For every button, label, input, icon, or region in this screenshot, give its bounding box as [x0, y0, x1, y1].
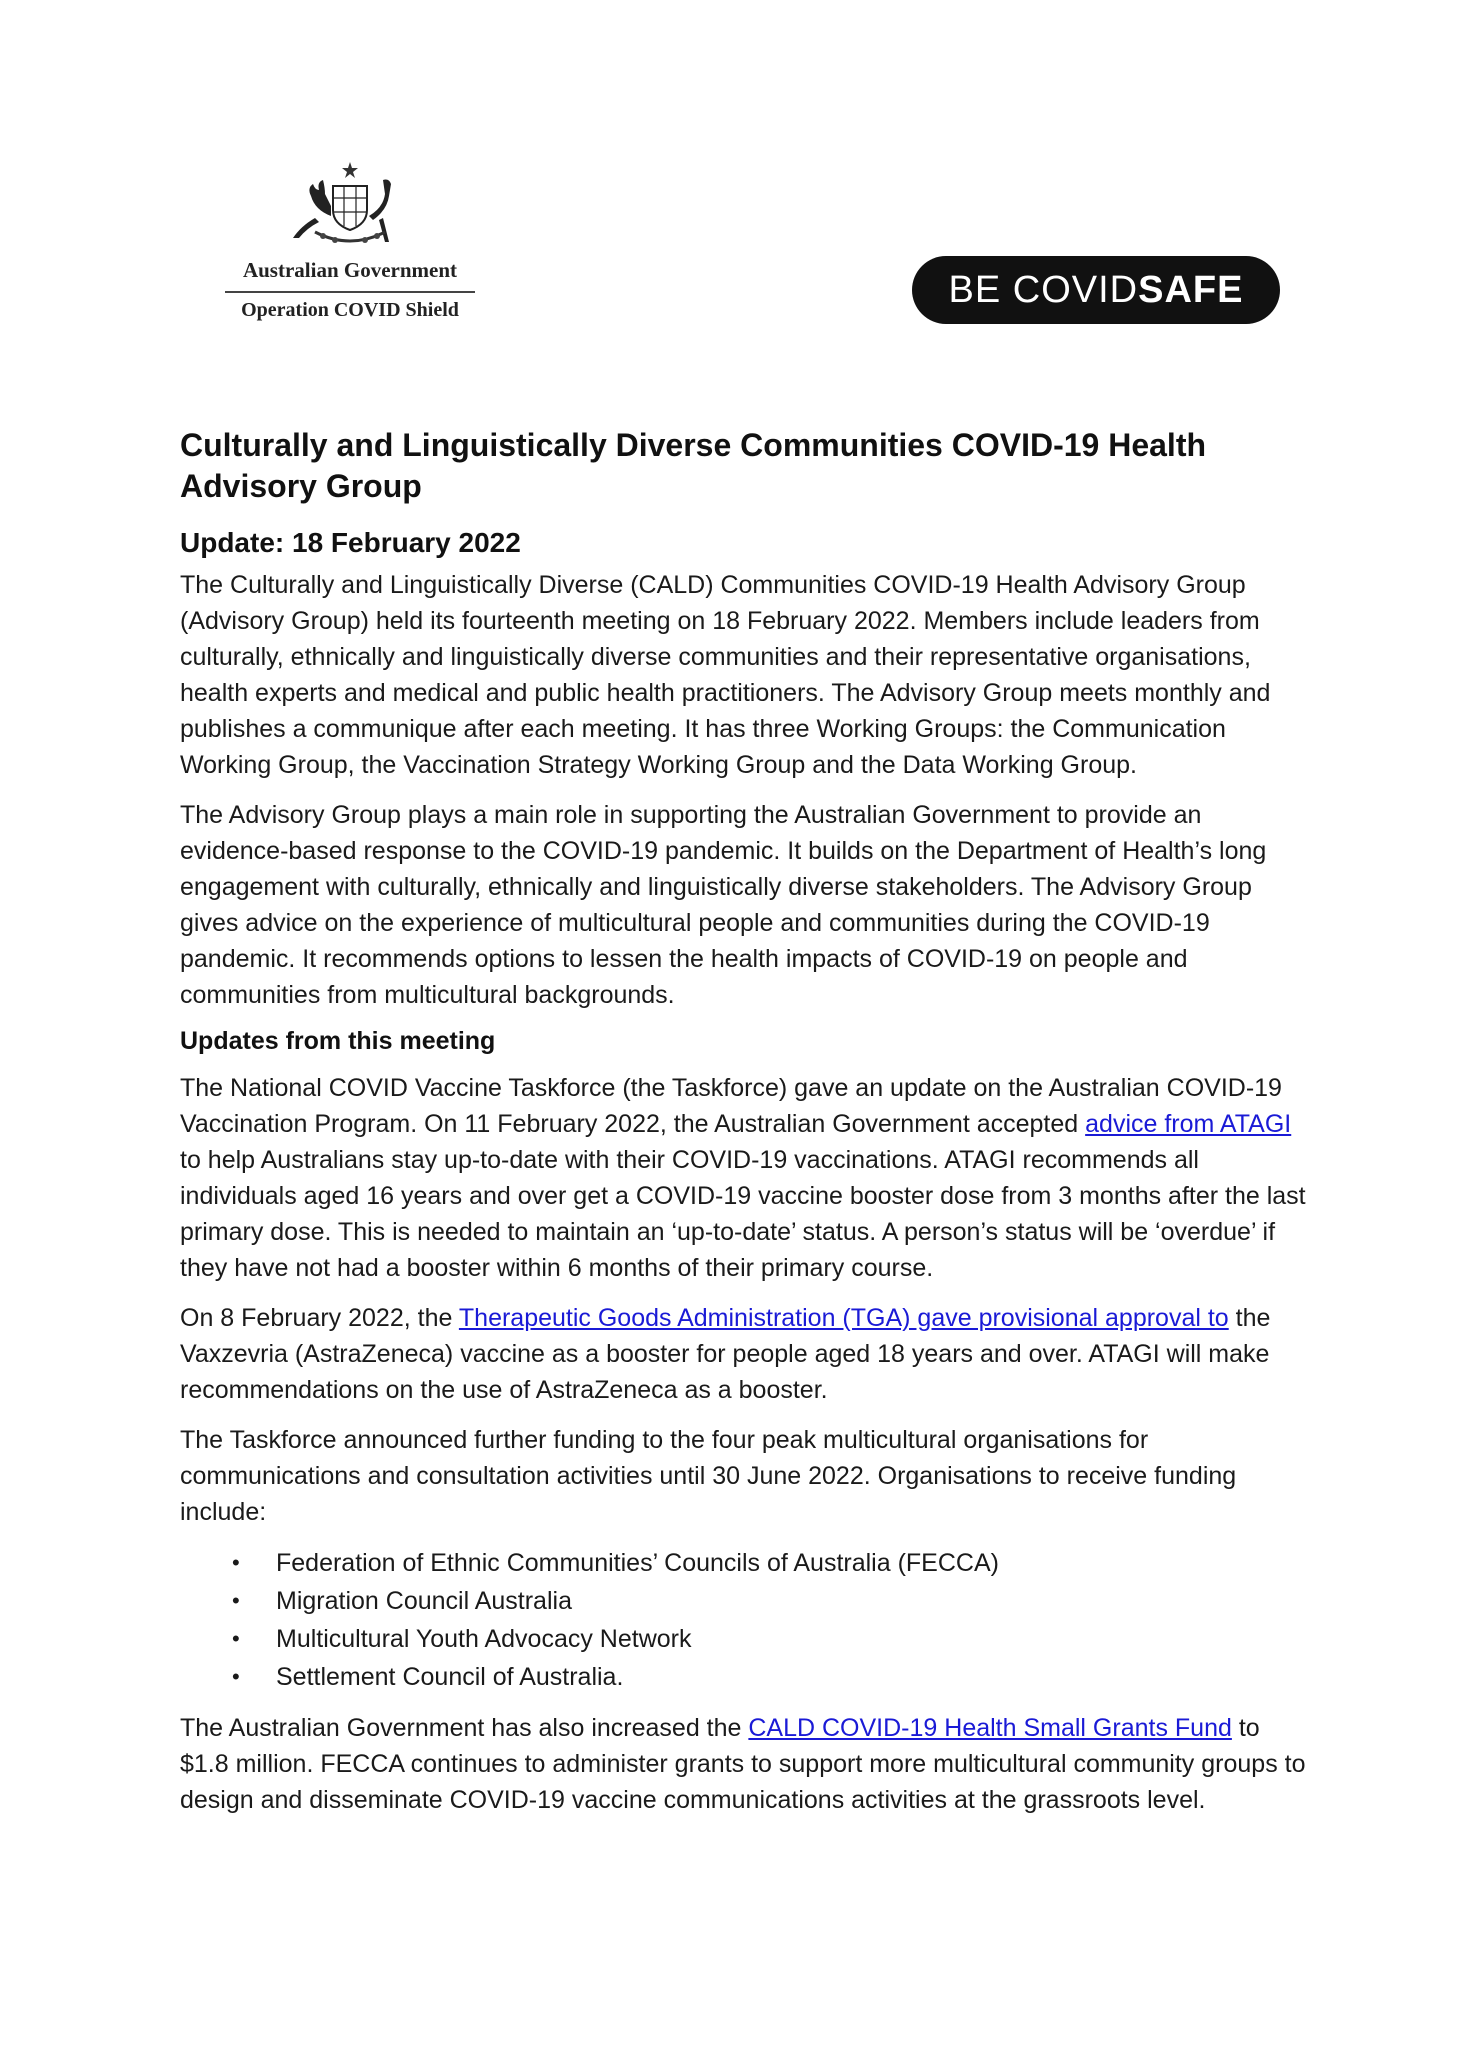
role-paragraph: The Advisory Group plays a main role in supporting the Australian Government to provide an evidence-based response to the COVID-19 pandemic. It builds on the Department of Health’s long engagement with culturally, ethnically and linguistically diverse stakeholders. The Advisory Group gives advice on the experience of multicultural people and communities during the COVID-19 pandemic. It recommends options to lessen the health impacts of COVID-19 on people and communities from multicultural backgrounds.	[180, 801, 1267, 1009]
covidsafe-light-text: BE COVID	[948, 268, 1139, 311]
covidsafe-bold-text: SAFE	[1138, 268, 1244, 311]
tga-paragraph	[180, 1300, 1310, 1408]
be-covidsafe-logo	[912, 256, 1280, 324]
funding-paragraph: The Taskforce announced further funding to the four peak multicultural organisations for communications and consultation activities until 30 June 2022. Organisations to receive funding include:	[180, 1426, 1237, 1526]
government-name: Australian Government	[242, 258, 458, 282]
logo-divider	[225, 291, 475, 293]
text-segment: The Australian Government has also increased the	[180, 1714, 749, 1742]
organisations-list	[180, 1544, 1310, 1696]
list-item: • Multicultural Youth Advocacy Network	[180, 1620, 1310, 1658]
text-segment: the Vaxzevria (AstraZeneca) vaccine as a booster for people aged 18 years and over. ATAGI will make recommendations on the use of AstraZeneca as a booster.	[180, 1304, 1271, 1404]
australian-government-logo	[215, 160, 485, 322]
atagi-advice-link[interactable]: advice from ATAGI	[1085, 1110, 1292, 1138]
operation-name: Operation COVID Shield	[241, 299, 459, 321]
intro-paragraph: The Culturally and Linguistically Diverse (CALD) Communities COVID-19 Health Advisory Group (Advisory Group) held its fourteenth meeting on 18 February 2022. Members include leaders from culturally, ethnically and linguistically diverse communities and their representative organisations, health experts and medical and public health practitioners. The Advisory Group meets monthly and publishes a communique after each meeting. It has three Working Groups: the Communication Working Group, the Vaccination Strategy Working Group and the Data Working Group.	[180, 571, 1271, 779]
coat-of-arms-icon	[285, 160, 415, 252]
document-body	[180, 425, 1310, 1832]
text-segment: to help Australians stay up-to-date with their COVID-19 vaccinations. ATAGI recommends all individuals aged 16 years and over get a COVID-19 vaccine booster dose from 3 months after the last primary dose. This is needed to maintain an ‘up-to-date’ status. A person’s status will be ‘overdue’ if they have not had a booster within 6 months of their primary course.	[180, 1146, 1306, 1282]
taskforce-paragraph	[180, 1070, 1310, 1286]
list-item: • Settlement Council of Australia.	[180, 1658, 1310, 1696]
small-grants-fund-link[interactable]: CALD COVID-19 Health Small Grants Fund	[748, 1714, 1232, 1742]
page-title: Culturally and Linguistically Diverse Communities COVID-19 Health Advisory Group	[180, 427, 1207, 504]
list-item: • Federation of Ethnic Communities’ Councils of Australia (FECCA)	[180, 1544, 1310, 1582]
text-segment: to $1.8 million. FECCA continues to administer grants to support more multicultural community groups to design and disseminate COVID-19 vaccine communications activities at the grassroots level.	[180, 1714, 1306, 1814]
update-heading: Update: 18 February 2022	[180, 527, 521, 558]
list-item: • Migration Council Australia	[180, 1582, 1310, 1620]
section-heading: Updates from this meeting	[180, 1027, 496, 1055]
text-segment: The National COVID Vaccine Taskforce (the Taskforce) gave an update on the Australian COVID-19 Vaccination Program. On 11 February 2022, the Australian Government accepted	[180, 1074, 1282, 1138]
text-segment: On 8 February 2022, the	[180, 1304, 459, 1332]
grants-paragraph	[180, 1710, 1310, 1818]
tga-approval-link[interactable]: Therapeutic Goods Administration (TGA) gave provisional approval to	[458, 1304, 1229, 1332]
